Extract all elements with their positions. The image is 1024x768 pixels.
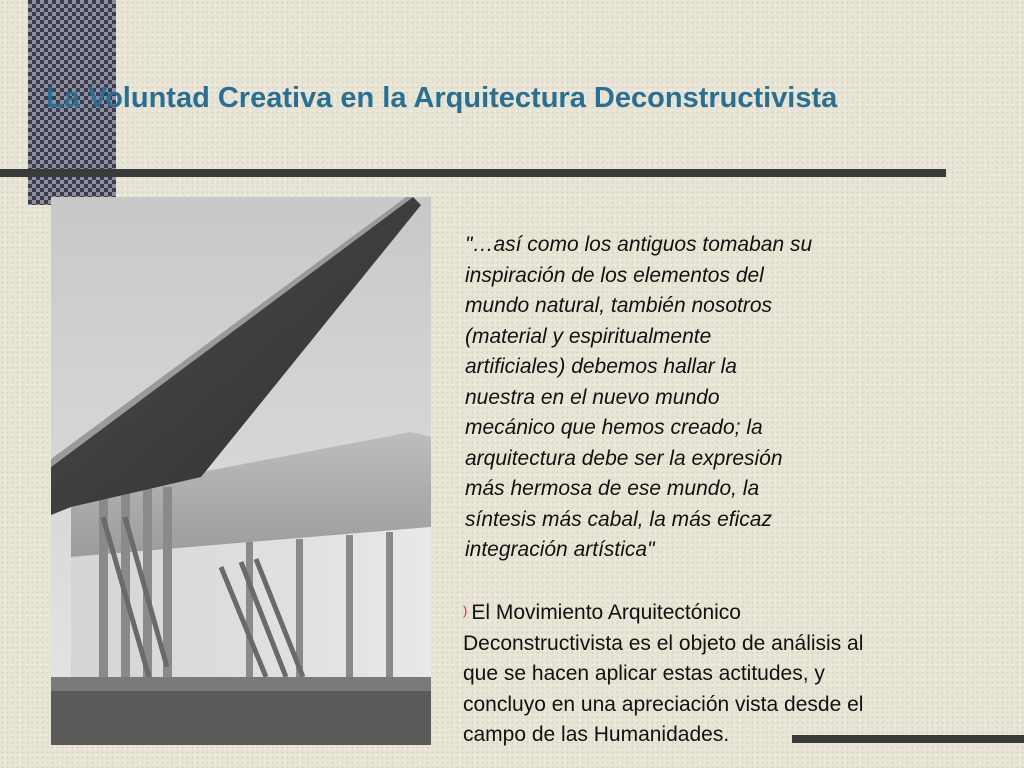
quote-text: "…así como los antiguos tomaban su inspiración de los elementos del mundo natural, también nosotros (material y espiritualmente artificiales) debemos hallar la nuestra en el nuevo mundo mecánico que hemos creado; la arquitectura debe ser la expresión más hermosa de ese mundo, la síntesis más cabal, la más eficaz integración artística": [465, 233, 813, 561]
architecture-photo: [51, 197, 431, 745]
horizontal-rule-top: [0, 169, 946, 177]
bullet-text: El Movimiento Arquitectónico Deconstructivista es el objeto de análisis al que se hacen aplicar estas actitudes, y concluyo en una apreciación vista desde el campo de las Humanidades.: [463, 601, 864, 746]
slide-title: La Voluntad Creativa en la Arquitectura Deconstructivista: [46, 82, 838, 114]
bullet-marker: ): [463, 603, 468, 618]
bullet-item: [463, 596, 983, 751]
horizontal-rule-bottom: [792, 735, 1024, 743]
